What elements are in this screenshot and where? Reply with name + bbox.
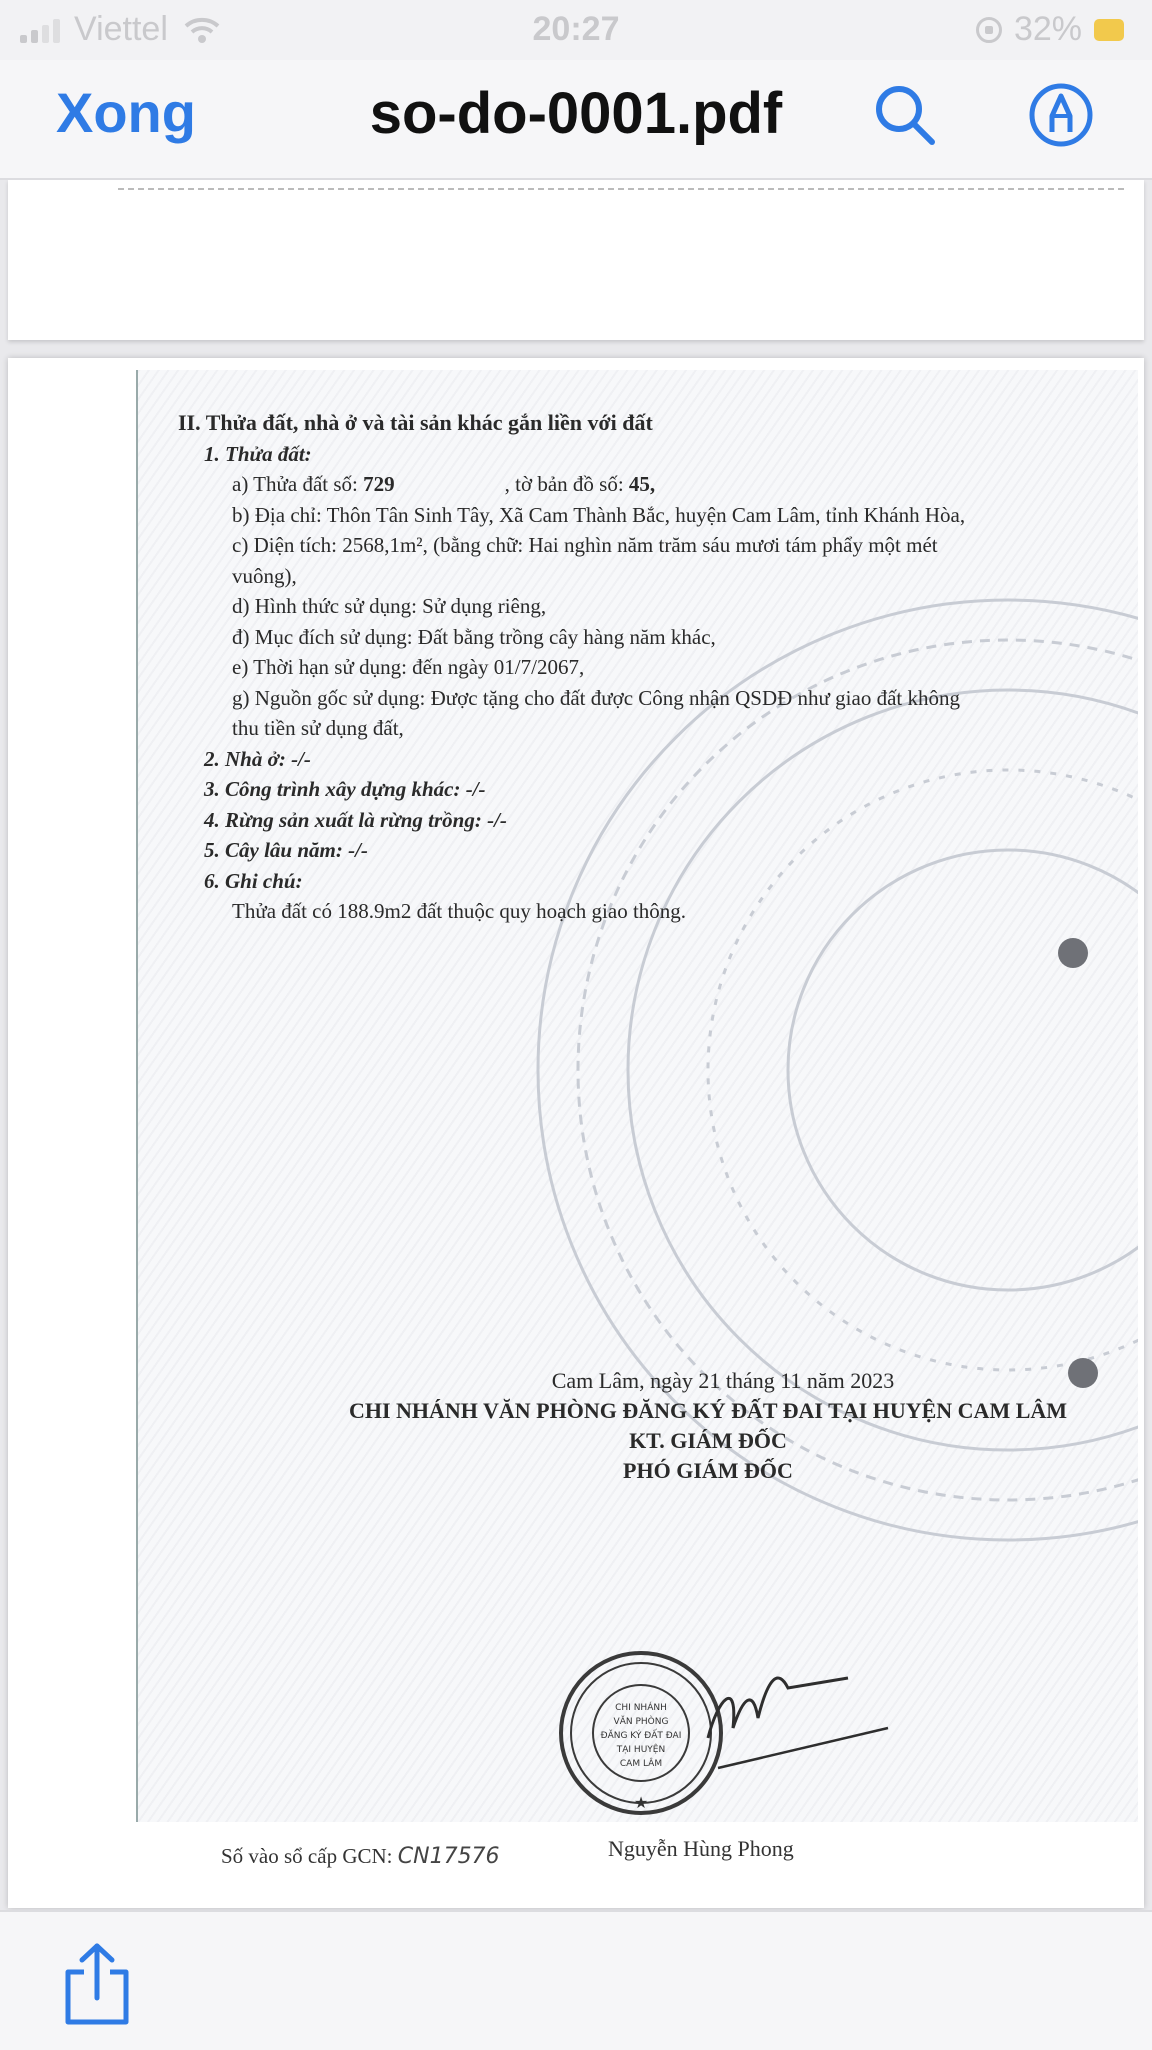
land-certificate-text: [178, 408, 1118, 927]
forest-item: 4. Rừng sản xuất là rừng trồng: -/-: [204, 807, 507, 832]
battery-percent: 32%: [1013, 10, 1082, 48]
bottom-toolbar: [0, 1910, 1152, 2050]
clock: 20:27: [532, 10, 620, 48]
punch-hole: [1058, 938, 1088, 968]
done-button[interactable]: Xong: [56, 81, 196, 144]
signer-name: Nguyễn Hùng Phong: [608, 1836, 794, 1861]
section-title: II. Thửa đất, nhà ở và tài sản khác gắn liền với đất: [178, 410, 653, 435]
status-bar: [0, 0, 1152, 60]
svg-text:★: ★: [633, 1795, 649, 1812]
markup-pen-icon[interactable]: [1028, 82, 1094, 148]
origin-line: g) Nguồn gốc sử dụng: Được tặng cho đất được Công nhận QSDĐ như giao đất không: [232, 685, 960, 710]
battery-icon: [1094, 19, 1124, 41]
svg-text:ĐĂNG KÝ ĐẤT ĐAI: ĐĂNG KÝ ĐẤT ĐAI: [600, 1731, 682, 1741]
registration-number: Số vào sổ cấp GCN: CN17576: [221, 1844, 500, 1869]
orientation-lock-icon: [976, 17, 1002, 43]
perennial-item: 5. Cây lâu năm: -/-: [204, 838, 368, 862]
previous-page: [8, 180, 1144, 340]
usage-term-line: e) Thời hạn sử dụng: đến ngày 01/7/2067,: [232, 655, 585, 679]
notes-heading: 6. Ghi chú:: [204, 868, 303, 893]
note-text: Thửa đất có 188.9m2 đất thuộc quy hoạch giao thông.: [232, 899, 687, 923]
navigation-bar: [0, 60, 1152, 180]
signer-role: PHÓ GIÁM ĐỐC: [623, 1458, 793, 1483]
issuing-office: CHI NHÁNH VĂN PHÒNG ĐĂNG KÝ ĐẤT ĐAI TẠI HUYỆN CAM LÂM: [348, 1398, 1068, 1423]
signature-block: [308, 1366, 1108, 1486]
pdf-viewer[interactable]: [0, 180, 1152, 1910]
svg-text:VĂN PHÒNG: VĂN PHÒNG: [613, 1717, 669, 1727]
handwritten-signature: [698, 1658, 898, 1778]
document-title: so-do-0001.pdf: [369, 81, 783, 146]
other-works-item: 3. Công trình xây dựng khác: -/-: [204, 777, 486, 801]
svg-text:CAM LÂM: CAM LÂM: [619, 1759, 663, 1769]
usage-form-line: d) Hình thức sử dụng: Sử dụng riêng,: [232, 594, 547, 618]
area-line-cont: vuông),: [232, 563, 297, 588]
on-behalf-of: KT. GIÁM ĐỐC: [629, 1428, 787, 1453]
parcel-heading: 1. Thửa đất:: [204, 441, 312, 466]
usage-purpose-line: đ) Mục đích sử dụng: Đất bằng trồng cây hàng năm khác,: [232, 624, 716, 649]
origin-line-cont: thu tiền sử dụng đất,: [232, 716, 404, 740]
share-icon[interactable]: [62, 1942, 132, 2026]
parcel-number-line: a) Thửa đất số: 729 , tờ bản đồ số: 45,: [232, 472, 656, 496]
pdf-page: [8, 358, 1144, 1908]
area-line: c) Diện tích: 2568,1m², (bằng chữ: Hai nghìn năm trăm sáu mươi tám phẩy một mét: [232, 533, 938, 557]
svg-text:TẠI HUYỆN: TẠI HUYỆN: [616, 1745, 666, 1755]
issue-date: Cam Lâm, ngày 21 tháng 11 năm 2023: [551, 1368, 895, 1393]
address-line: b) Địa chỉ: Thôn Tân Sinh Tây, Xã Cam Thành Bắc, huyện Cam Lâm, tỉnh Khánh Hòa,: [232, 502, 966, 527]
carrier-name: Viettel: [74, 10, 168, 48]
house-item: 2. Nhà ở: -/-: [204, 746, 311, 771]
svg-text:CHI NHÁNH: CHI NHÁNH: [615, 1703, 667, 1713]
search-icon[interactable]: [872, 82, 938, 148]
